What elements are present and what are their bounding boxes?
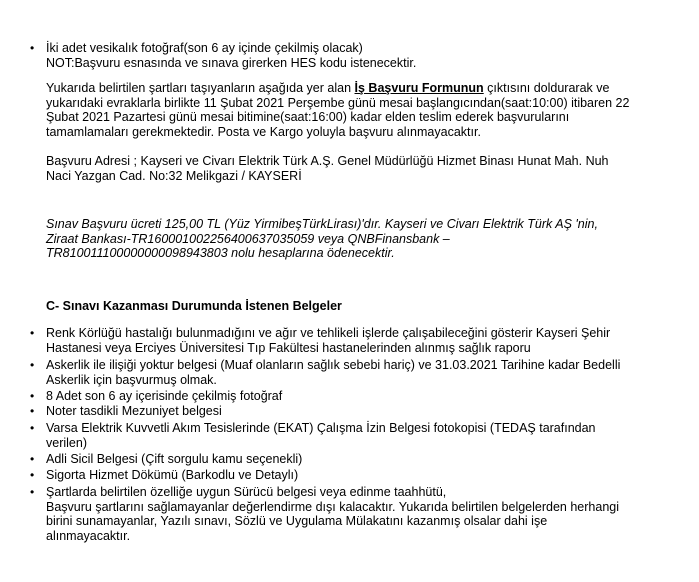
address-paragraph — [46, 154, 676, 183]
section-heading: C- Sınavı Kazanması Durumunda İstenen Belgeler — [46, 299, 342, 313]
document-item-line: Adli Sicil Belgesi (Çift sorgulu kamu seçenekli) — [46, 452, 303, 466]
bullet-icon: • — [30, 468, 35, 482]
photo-requirement-line: İki adet vesikalık fotoğraf(son 6 ay içinde çekilmiş olacak) — [46, 41, 363, 55]
bullet-icon: • — [30, 41, 35, 55]
document-item-line: alınmayacaktır. — [46, 528, 131, 543]
bullet-icon: • — [30, 404, 35, 418]
document-item-line: birini sunamayanlar, Yazılı sınavı, Sözlü ve Uygulama Mülakatını kazanmış olsalar dahi işe — [46, 514, 548, 528]
application-line: yukarıdaki evraklarla birlikte 11 Şubat 2021 Perşembe günü mesai başlangıcından(saat:10:00) itibaren 22 — [46, 95, 630, 110]
document-item-line: Başvuru şartlarını sağlamayanlar değerlendirme dışı kalacaktır. Yukarıda belirtilen belgelerden herhangi — [46, 499, 620, 514]
address-line: Naci Yazgan Cad. No:32 Melikgazi / KAYSERİ — [46, 168, 302, 183]
fee-line: Sınav Başvuru ücreti 125,00 TL (Yüz YirmibeşTürkLirası)'dır. Kayseri ve Civarı Elektrik Türk AŞ 'nin, — [46, 217, 598, 231]
bullet-icon: • — [30, 452, 35, 466]
photo-requirement-text — [46, 41, 676, 70]
document-item-line: Noter tasdikli Mezuniyet belgesi — [46, 404, 222, 418]
fee-line: TR810011100000000098943803 nolu hesaplarına ödenecektir. — [46, 246, 395, 260]
application-paragraph — [46, 81, 676, 139]
application-form-link[interactable]: İş Başvuru Formunun — [354, 81, 484, 95]
document-item-line: Askerlik için başvurmuş olmak. — [46, 372, 217, 387]
bullet-icon: • — [30, 358, 35, 372]
application-line: tamamlamaları gerekmektedir. Posta ve Kargo yoluyla başvuru alınmayacaktır. — [46, 124, 481, 139]
bullet-icon: • — [30, 326, 35, 340]
document-item-line: 8 Adet son 6 ay içerisinde çekilmiş fotoğraf — [46, 389, 283, 403]
bullet-icon: • — [30, 485, 35, 499]
bullet-icon: • — [30, 389, 35, 403]
document-item-line: Askerlik ile ilişiği yoktur belgesi (Muaf olanların sağlık sebebi hariç) ve 31.03.2021 Tarihine kadar Bedelli — [46, 358, 621, 372]
fee-paragraph — [46, 217, 676, 261]
document-item-line: Sigorta Hizmet Dökümü (Barkodlu ve Detaylı) — [46, 468, 299, 482]
address-line: Başvuru Adresi ; Kayseri ve Civarı Elektrik Türk A.Ş. Genel Müdürlüğü Hizmet Binası Hunat Mah. Nuh — [46, 154, 609, 168]
document-item-line: Varsa Elektrik Kuvvetli Akım Tesislerinde (EKAT) Çalışma İzin Belgesi fotokopisi (TEDAŞ tarafından — [46, 421, 596, 435]
document-item-line: Şartlarda belirtilen özelliğe uygun Sürücü belgesi veya edinme taahhütü, — [46, 485, 447, 499]
hes-code-note: NOT:Başvuru esnasında ve sınava girerken HES kodu istenecektir. — [46, 55, 417, 70]
application-prefix: Yukarıda belirtilen şartları taşıyanların aşağıda yer alan — [46, 81, 355, 95]
fee-line: Ziraat Bankası-TR160001002256400637035059 veya QNBFinansbank – — [46, 231, 450, 246]
document-item-line: Renk Körlüğü hastalığı bulunmadığını ve ağır ve tehlikeli işlerde çalışabileceğini gösterir Kayseri Şehir — [46, 326, 611, 340]
bullet-icon: • — [30, 421, 35, 435]
application-line1-suffix: çıktısını doldurarak ve — [483, 81, 610, 95]
application-line: Şubat 2021 Pazartesi günü mesai bitimine(saat:16:00) kadar elden teslim ederek başvurularını — [46, 110, 570, 124]
document-item-line: Hastanesi veya Erciyes Üniversitesi Tıp Fakültesi hastanelerinden alınmış sağlık raporu — [46, 340, 531, 355]
document-item-line: verilen) — [46, 435, 87, 450]
